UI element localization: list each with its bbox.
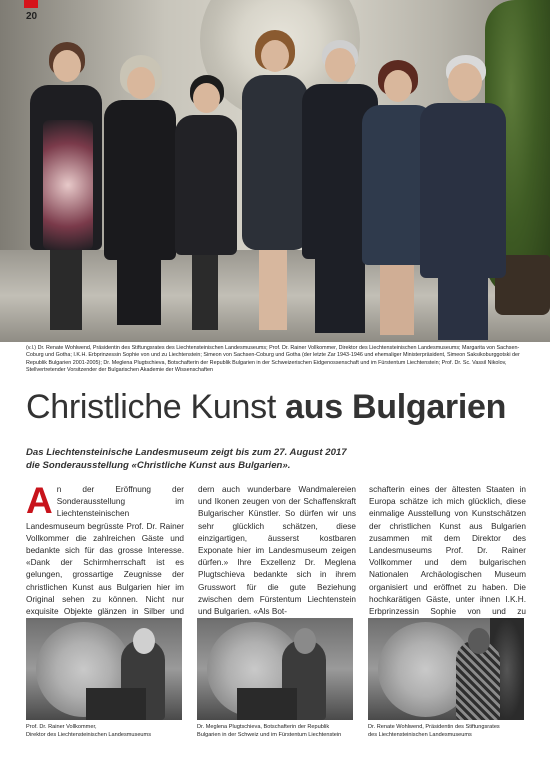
article-column-2: dern auch wunderbare Wandmalereien und Ikonen zeugen von der Schaffenskraft Bulgarischer Künstler. So dürfen wir uns sehr glücklich schätzen, diese einzigartigen, äusserst kostbaren Exponate hier im Landesmuseum zeigen dürfen.» Ihre Exzellenz Dr. Meglena Plugtschieva bedankte sich in ihrem Grusswort für die gute Beziehung zwischen dem Fürstentum Liechtenstein und Bulgarien. «Als Bot- [198, 485, 356, 617]
photo-speaker-head [468, 628, 490, 654]
title-light: Christliche Kunst [26, 388, 286, 426]
lead-line-1: Das Liechtensteinische Landesmuseum zeigt bis zum 27. August 2017 [26, 447, 347, 458]
column-1-text: n der Eröffnung der Sonderausstellung im Liechtensteinischen Landesmuseum begrüsste Prof. Dr. Rainer Vollkommer die zahlreichen Gäste und bedankte sich für das grosse Interesse. «Dank der Schirmherrschaft ist es gelungen, grossartige Zeugnisse der christlichen Kunst aus Bulgarien hier im Original sehen zu können. Nicht nur exquisite Objekte glänzen in Silber und [26, 485, 184, 617]
caption-line: Dr. Renate Wohlwend, Präsidentin des Stiftungsrates [368, 724, 500, 730]
caption-line: Dr. Meglena Plugtschieva, Botschafterin der Republik [197, 724, 330, 730]
photo-person-7 [418, 55, 508, 340]
dropcap: A [26, 480, 53, 521]
caption-line: Prof. Dr. Rainer Vollkommer, [26, 724, 97, 730]
caption-line: des Liechtensteinischen Landesmuseums [368, 731, 472, 738]
photo-person-1 [25, 40, 105, 330]
photo-lectern [86, 688, 146, 720]
photo-speaker-head [133, 628, 155, 654]
page-title [26, 388, 536, 427]
speaker-caption-1 [26, 724, 186, 739]
title-bold: aus Bulgarien [285, 388, 507, 426]
photo-person-2 [102, 55, 177, 325]
photo-speaker-head [294, 628, 316, 654]
caption-line: Bulgarien in der Schweiz und im Fürstentum Liechtenstein [197, 731, 342, 738]
article-column-3: schafterin eines der ältesten Staaten in Europa schätze ich mich glücklich, diese einmalige Ausstellung von Kunstschätzen der christlichen Kunst aus Bulgarien zusammen mit dem Direktor des Landesmuseums Prof. Dr. Rainer Vollkommer und dem bulgarischen Nationalen Archäologischen Museum organisiert und eröffnet zu haben. Die hochkarätigen Gäste, unter ihnen I.K.H. Erbprinzessin Sophie von und zu [369, 485, 526, 617]
lead-text [26, 447, 406, 472]
accent-bar [24, 0, 38, 8]
lead-line-2: die Sonderausstellung «Christliche Kunst aus Bulgarien». [26, 459, 291, 471]
photo-person-3 [170, 75, 240, 330]
speaker-caption-3 [368, 724, 528, 739]
speaker-caption-2 [197, 724, 357, 739]
page-number: 20 [26, 11, 38, 22]
speaker-photo-2 [197, 618, 353, 720]
speaker-photo-1 [26, 618, 182, 720]
speaker-photo-3 [368, 618, 524, 720]
article-column-1 [26, 480, 184, 630]
photo-lectern [237, 688, 297, 720]
group-photo-caption: (v.l.) Dr. Renate Wohlwend, Präsidentin des Stiftungsrates des Liechtensteinischen Landesmuseums; Prof. Dr. Rainer Vollkommer, Direktor des Liechtensteinischen Landesmuseums; Margarita von Sachsen-Coburg und Gotha; I.K.H. Erbprinzessin Sophie von und zu Liechtenstein; Simeon von Sachsen-Coburg und Gotha (der letzte Zar 1943-1946 und ehemaliger Ministerpräsident, Simeon Saksikoburggotski der Republik Bulgarien 2001-2005); Dr. Meglena Plugtschieva, Botschafterin der Republik Bulgarien in der Schweizerischen Eidgenossenschaft und im Fürstentum Liechtenstein; Prof. Dr. Sc. Vassil Nikolov, Stellvertretender Vorsitzender der Bulgarischen Akademie der Wissenschaften [26, 345, 520, 374]
caption-line: Direktor des Liechtensteinischen Landesmuseums [26, 731, 151, 738]
group-photo [0, 0, 550, 342]
